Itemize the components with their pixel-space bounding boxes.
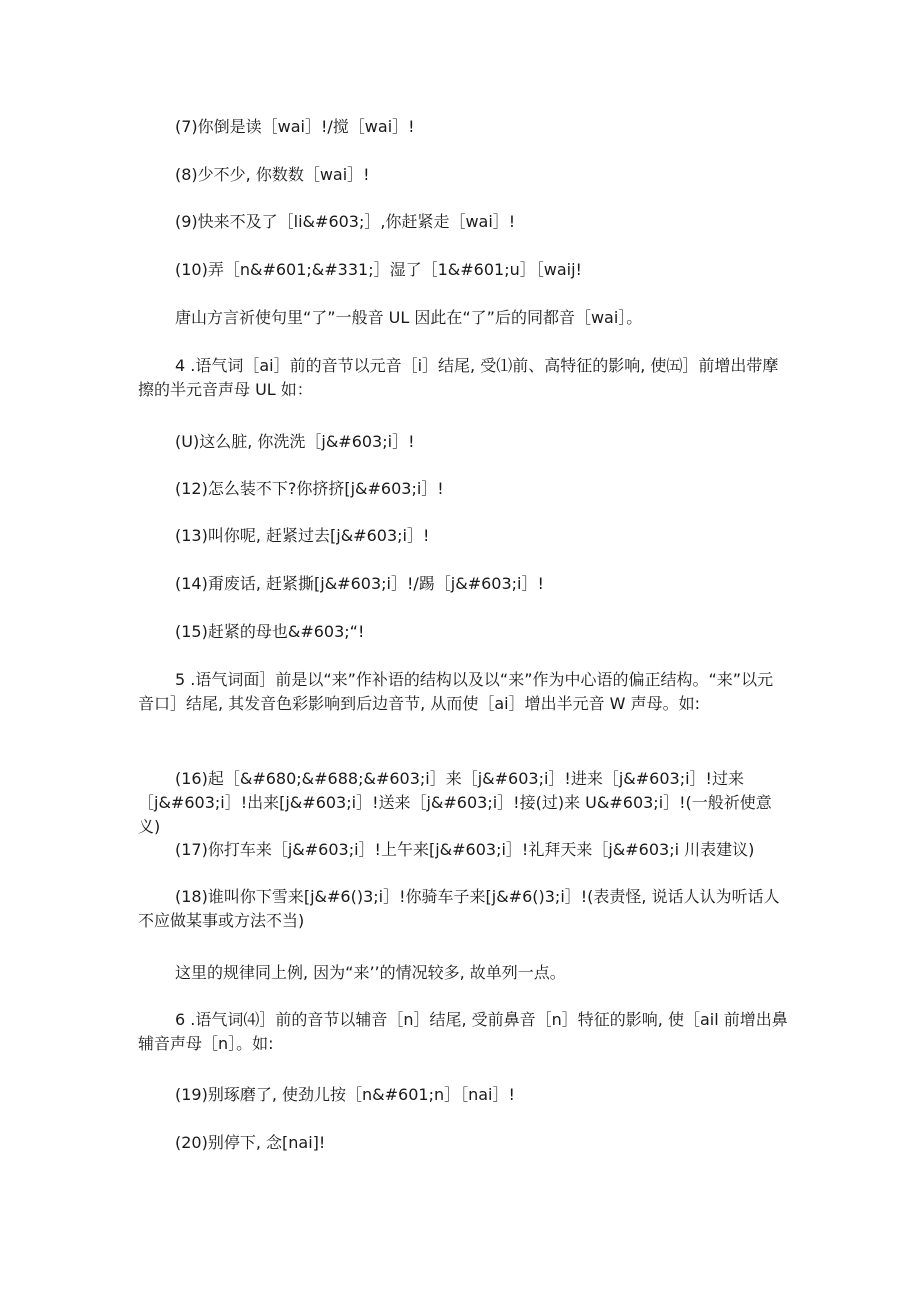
example-8: (8)少不少, 你数数［wai］! [175, 165, 370, 184]
paragraph-rule-note: 这里的规律同上例, 因为“来’’的情况较多, 故单列一点。 [175, 963, 566, 982]
section-4-paragraph: 4 .语气词［ai］前的音节以元音［i］结尾, 受⑴前、高特征的影响, 使㈤］前增出带摩擦的半元音声母 UL 如： [138, 356, 779, 399]
example-9: (9)快来不及了［li&#603;］,你赶紧走［wai］! [175, 212, 516, 231]
example-17: (17)你打车来［j&#603;i］!上午来[j&#603;i］!礼拜天来［j&#603;i 川表建议) [175, 840, 755, 859]
example-12: (12)怎么装不下?你挤挤[j&#603;i］! [175, 479, 444, 498]
example-15: (15)赶紧的母也&#603;“! [175, 622, 365, 641]
example-16: (16)起［&#680;&#688;&#603;i］来［j&#603;i］!进来［j&#603;i］!过来［j&#603;i］!出来[j&#603;i］!送来［j&#603;i］!接(过)来 U&#603;i］!(一般祈使意义) [138, 769, 772, 836]
example-7: (7)你倒是读［wai］!/搅［wai］! [175, 117, 415, 136]
example-20: (20)别停下, 念[nai]! [175, 1133, 326, 1152]
example-18: (18)谁叫你下雪来[j&#6()3;i］!你骑车子来[j&#6()3;i］!(表责怪, 说话人认为听话人不应做某事或方法不当) [138, 887, 780, 930]
paragraph-tangshan-note: 唐山方言祈使句里“了”一般音 UL 因此在“了”后的同都音［wai］。 [175, 308, 643, 327]
section-6-paragraph: 6 .语气词⑷］前的音节以辅音［n］结尾, 受前鼻音［n］特征的影响, 使［ail 前增出鼻辅音声母［n］。如: [138, 1010, 788, 1053]
section-5-paragraph: 5 .语气词面］前是以“来”作补语的结构以及以“来”作为中心语的偏正结构。“来”以元音口］结尾, 其发音色彩影响到后边音节, 从而使［ai］增出半元音 W 声母。如: [138, 670, 774, 713]
example-14: (14)甭废话, 赶紧撕[j&#603;i］!/踢［j&#603;i］! [175, 574, 544, 593]
example-19: (19)别琢磨了, 使劲儿按［n&#601;n］［nai］! [175, 1085, 515, 1104]
example-10: (10)弄［n&#601;&#331;］湿了［1&#601;u］［waij! [175, 260, 582, 279]
example-11: (U)这么脏, 你洗洗［j&#603;i］! [175, 432, 415, 451]
example-13: (13)叫你呢, 赶紧过去[j&#603;i］! [175, 526, 430, 545]
